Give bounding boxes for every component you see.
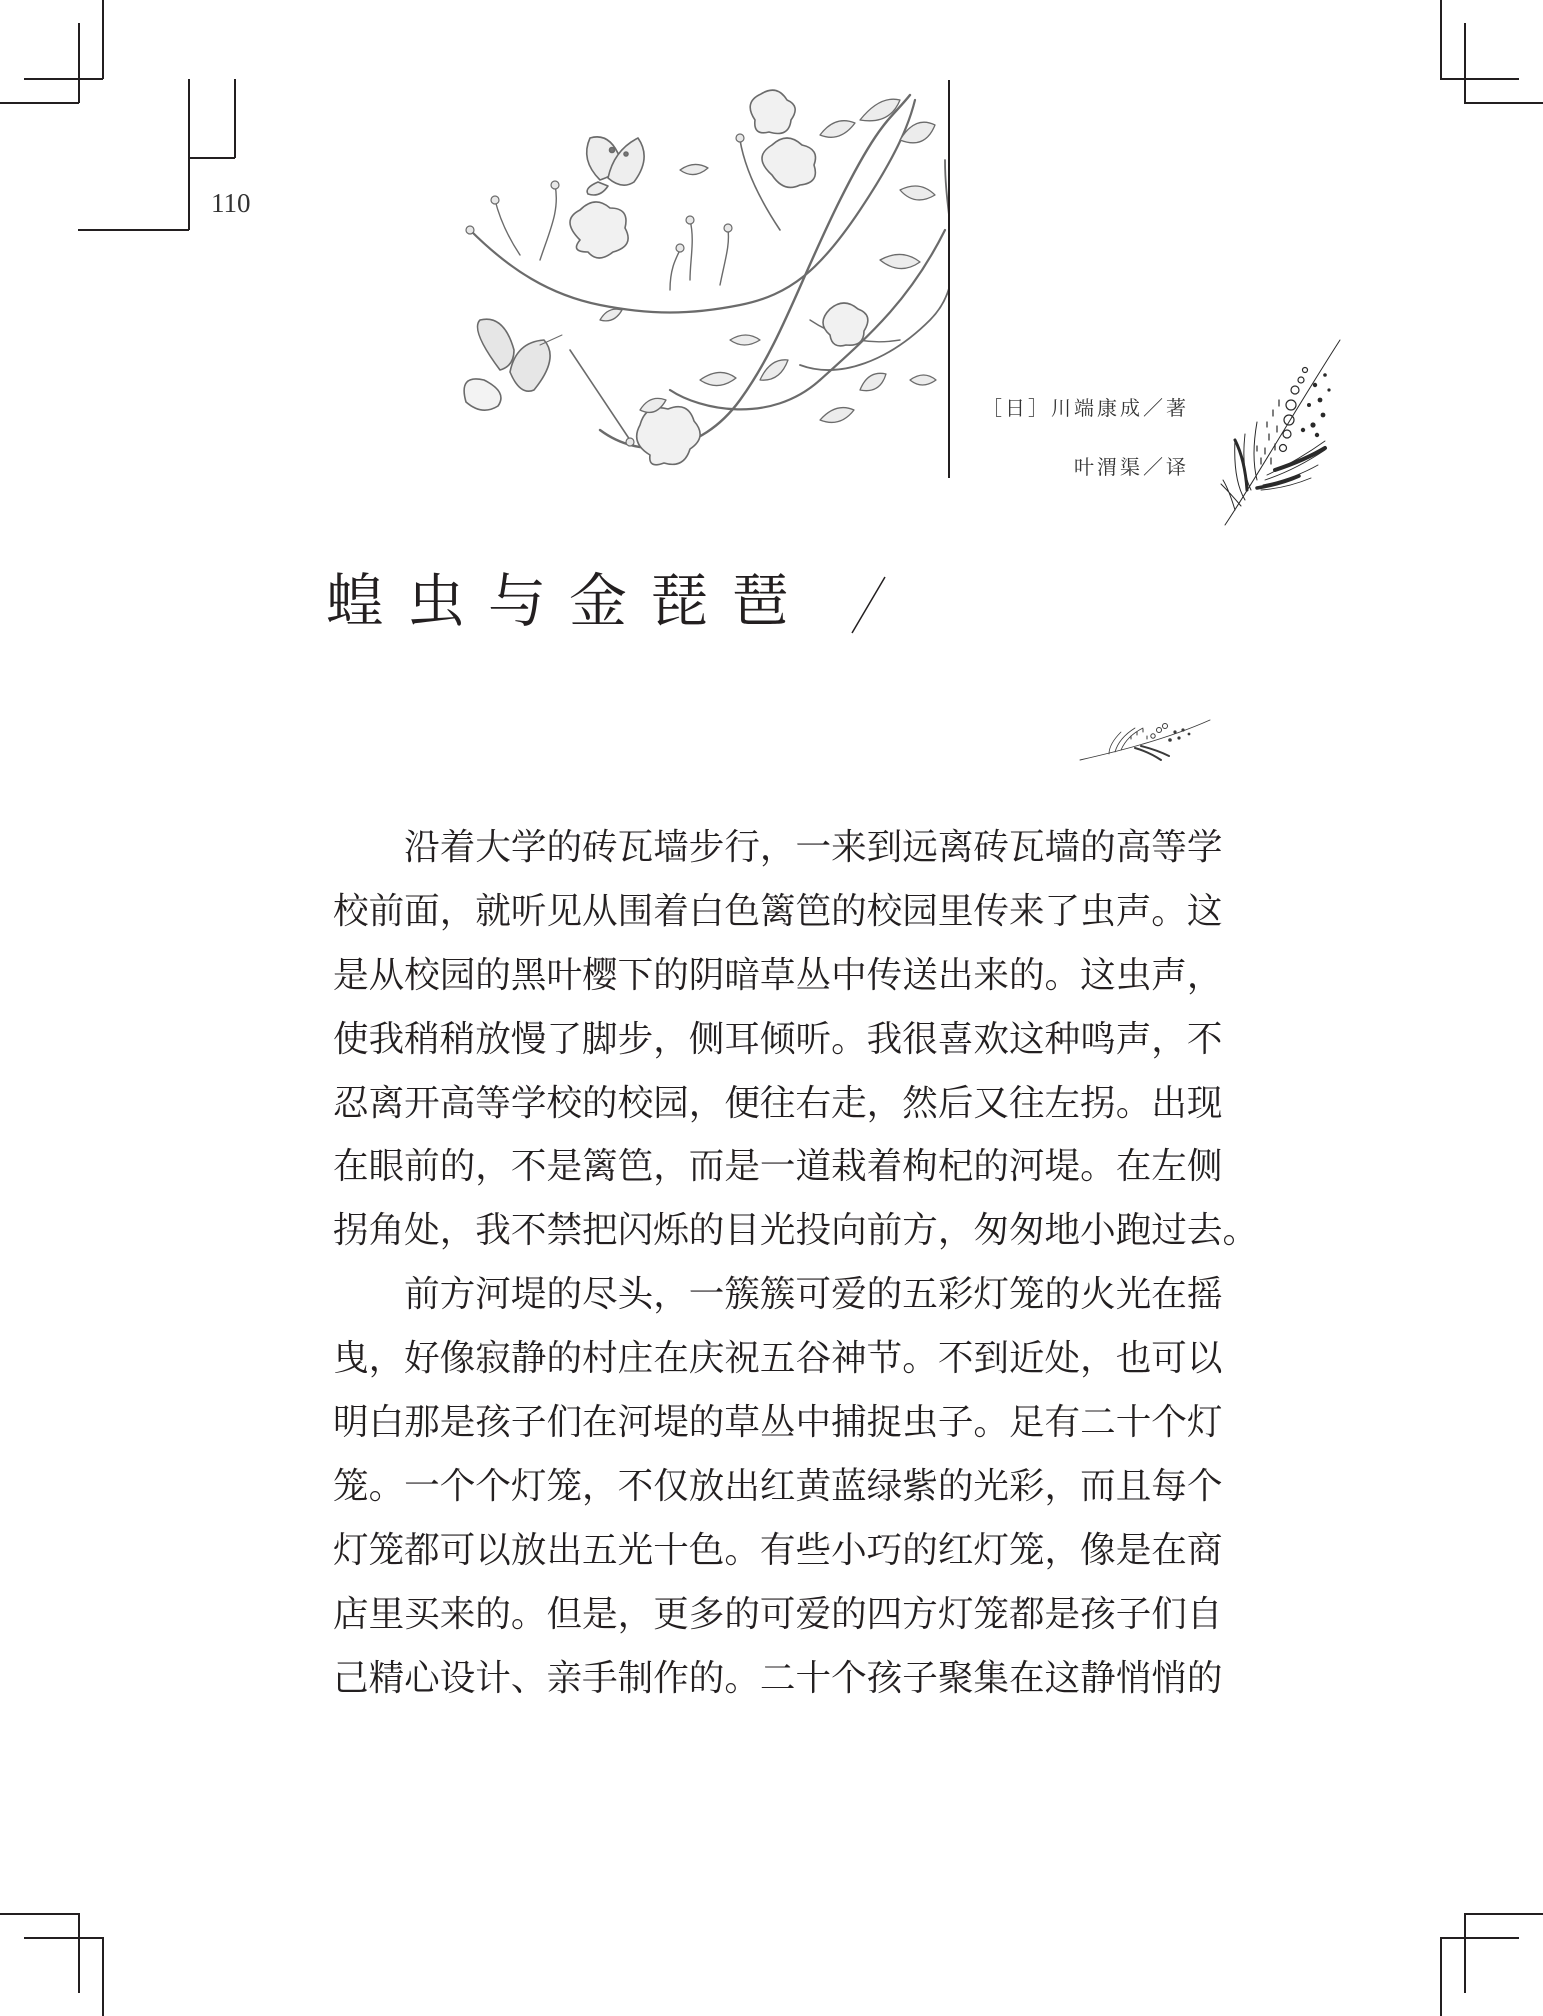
text-line: 校前面，就听见从围着白色篱笆的校园里传来了虫声。这 <box>333 890 1223 932</box>
text-line: 曳，好像寂静的村庄在庆祝五谷神节。不到近处，也可以 <box>333 1338 1223 1380</box>
feather-small-icon <box>1075 712 1215 766</box>
text-line: 灯笼都可以放出五光十色。有些小巧的红灯笼，像是在商 <box>333 1529 1223 1571</box>
page-number: 110 <box>211 188 251 218</box>
title-slash-ornament <box>850 576 886 634</box>
text-line: 笼。一个个灯笼，不仅放出红黄蓝绿紫的光彩，而且每个 <box>333 1465 1223 1507</box>
butterfly-icon <box>587 137 644 195</box>
text-line: 使我稍稍放慢了脚步，侧耳倾听。我很喜欢这种鸣声，不 <box>333 1018 1223 1060</box>
butterfly-icon <box>464 319 562 410</box>
text-line: 是从校园的黑叶樱下的阴暗草丛中传送出来的。这虫声， <box>333 954 1223 996</box>
text-line: 店里买来的。但是，更多的可爱的四方灯笼都是孩子们自 <box>333 1593 1223 1635</box>
paragraph <box>333 1273 1223 1720</box>
article-title: 蝗虫与金琵琶 <box>326 567 813 635</box>
text-line: 拐角处，我不禁把闪烁的目光投向前方，匆匆地小跑过去。 <box>333 1210 1259 1252</box>
text-line: 前方河堤的尽头，一簇簇可爱的五彩灯笼的火光在摇 <box>333 1274 1223 1316</box>
text-line: 在眼前的，不是篱笆，而是一道栽着枸杞的河堤。在左侧 <box>333 1146 1223 1188</box>
text-line: 己精心设计、亲手制作的。二十个孩子聚集在这静悄悄的 <box>333 1657 1223 1699</box>
article-body <box>333 826 1259 1720</box>
flower-vine-butterfly-illustration <box>440 80 948 480</box>
text-line: 明白那是孩子们在河堤的草丛中捕捉虫子。足有二十个灯 <box>333 1402 1223 1444</box>
author-byline: ［日］川端康成／著 <box>982 396 1189 420</box>
text-line: 沿着大学的砖瓦墙步行，一来到远离砖瓦墙的高等学 <box>333 827 1223 868</box>
paragraph <box>333 826 1259 1273</box>
text-line: 忍离开高等学校的校园，便往右走，然后又往左拐。出现 <box>333 1082 1223 1124</box>
feather-large-icon <box>1205 330 1345 530</box>
header-vertical-rule <box>948 80 950 478</box>
translator-byline: 叶渭渠／译 <box>1074 455 1189 479</box>
